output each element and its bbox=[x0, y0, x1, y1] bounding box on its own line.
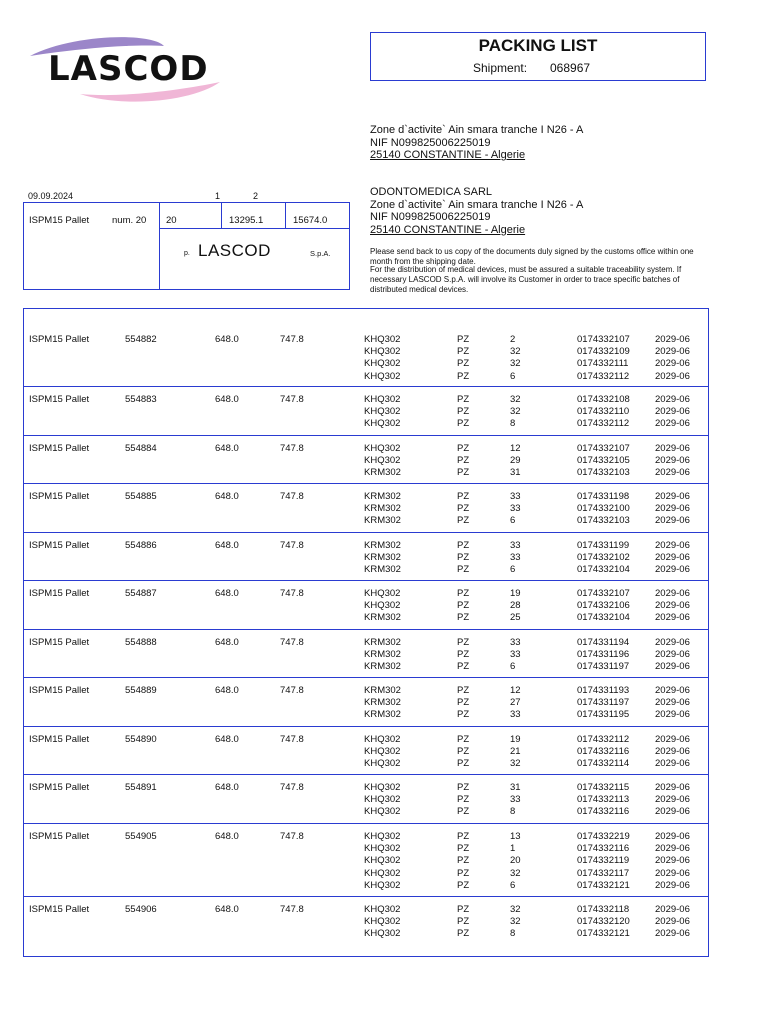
pallet-gross-weight: 747.8 bbox=[280, 734, 304, 745]
item-code: KHQ302 bbox=[364, 334, 401, 345]
item-code: KRM302 bbox=[364, 685, 401, 696]
pallet-id: 554884 bbox=[125, 443, 157, 454]
item-code: KHQ302 bbox=[364, 600, 401, 612]
item-expiry: 2029-06 bbox=[655, 503, 690, 515]
item-code: KRM302 bbox=[364, 612, 401, 624]
item-expiry: 2029-06 bbox=[655, 758, 690, 770]
item-lot: 0174332107 bbox=[577, 334, 630, 345]
pallet-group bbox=[24, 629, 708, 677]
item-unit: PZ bbox=[457, 697, 470, 709]
pallet-gross-weight: 747.8 bbox=[280, 334, 304, 345]
address-line: Zone d`activite` Ain smara tranche I N26 - A bbox=[370, 124, 584, 136]
item-expiry: 2029-06 bbox=[655, 455, 690, 467]
item-lot: 0174332111 bbox=[577, 358, 629, 370]
item-lot: 0174332118 bbox=[577, 904, 630, 915]
item-code: KRM302 bbox=[364, 515, 401, 527]
item-quantity: 20 bbox=[510, 855, 521, 867]
pallet-type: ISPM15 Pallet bbox=[29, 782, 90, 793]
company-logo bbox=[22, 32, 227, 112]
item-lot: 0174332112 bbox=[577, 370, 630, 382]
divider bbox=[221, 203, 222, 228]
item-lot: 0174332107 bbox=[577, 443, 630, 454]
item-unit: PZ bbox=[457, 612, 470, 624]
item-unit: PZ bbox=[457, 904, 470, 915]
item-expiry: 2029-06 bbox=[655, 443, 690, 454]
item-quantity: 32 bbox=[510, 916, 521, 928]
item-expiry: 2029-06 bbox=[655, 843, 690, 855]
item-quantity: 12 bbox=[510, 685, 521, 696]
item-expiry: 2029-06 bbox=[655, 588, 690, 599]
item-unit: PZ bbox=[457, 600, 470, 612]
item-code: KHQ302 bbox=[364, 406, 401, 418]
item-unit: PZ bbox=[457, 709, 470, 721]
item-expiry: 2029-06 bbox=[655, 649, 690, 661]
item-unit: PZ bbox=[457, 491, 470, 502]
pallet-net-weight: 648.0 bbox=[215, 491, 239, 502]
item-lot: 0174332106 bbox=[577, 600, 630, 612]
item-unit: PZ bbox=[457, 782, 470, 793]
pallet-id: 554883 bbox=[125, 394, 157, 405]
item-code: KRM302 bbox=[364, 552, 401, 564]
item-code: KHQ302 bbox=[364, 746, 401, 758]
item-expiry: 2029-06 bbox=[655, 831, 690, 842]
item-code: KRM302 bbox=[364, 709, 401, 721]
item-expiry: 2029-06 bbox=[655, 406, 690, 418]
item-lot: 0174332107 bbox=[577, 588, 630, 599]
item-lot: 0174332121 bbox=[577, 928, 630, 940]
item-quantity: 32 bbox=[510, 758, 521, 770]
pallet-gross-weight: 747.8 bbox=[280, 394, 304, 405]
item-quantity: 33 bbox=[510, 649, 521, 661]
item-unit: PZ bbox=[457, 758, 470, 770]
item-code: KHQ302 bbox=[364, 879, 401, 891]
item-quantity: 6 bbox=[510, 515, 516, 527]
item-quantity: 32 bbox=[510, 394, 521, 405]
item-quantity: 12 bbox=[510, 443, 521, 454]
item-expiry: 2029-06 bbox=[655, 346, 690, 358]
item-quantity: 8 bbox=[510, 418, 516, 430]
item-quantity: 32 bbox=[510, 346, 521, 358]
pallet-id: 554886 bbox=[125, 540, 157, 551]
item-lot: 0174332116 bbox=[577, 843, 630, 855]
item-lot: 0174331195 bbox=[577, 709, 630, 721]
item-quantity: 32 bbox=[510, 358, 521, 370]
traceability-note: For the distribution of medical devices, must be assured a suitable traceability system. If necessary LASCOD S.p.A. will involve its Customer in order to trace specific batches of distributed medical devices. bbox=[370, 265, 682, 294]
item-expiry: 2029-06 bbox=[655, 637, 690, 648]
item-quantity: 19 bbox=[510, 588, 521, 599]
item-lot: 0174332120 bbox=[577, 916, 630, 928]
item-lot: 0174331198 bbox=[577, 491, 630, 502]
item-quantity: 25 bbox=[510, 612, 521, 624]
item-quantity: 1 bbox=[510, 843, 516, 855]
item-quantity: 13 bbox=[510, 831, 521, 842]
summary-company-suffix: S.p.A. bbox=[310, 249, 331, 258]
item-unit: PZ bbox=[457, 418, 470, 430]
item-code: KHQ302 bbox=[364, 794, 401, 806]
item-quantity: 8 bbox=[510, 806, 516, 818]
page-total: 2 bbox=[253, 191, 259, 201]
pallet-type: ISPM15 Pallet bbox=[29, 734, 90, 745]
summary-box bbox=[23, 202, 350, 290]
item-code: KHQ302 bbox=[364, 806, 401, 818]
item-unit: PZ bbox=[457, 916, 470, 928]
pallet-gross-weight: 747.8 bbox=[280, 782, 304, 793]
item-expiry: 2029-06 bbox=[655, 540, 690, 551]
address-line: 25140 CONSTANTINE - Algerie bbox=[370, 223, 526, 236]
pallet-id: 554882 bbox=[125, 334, 157, 345]
item-expiry: 2029-06 bbox=[655, 782, 690, 793]
item-code: KHQ302 bbox=[364, 443, 401, 454]
item-quantity: 33 bbox=[510, 794, 521, 806]
item-expiry: 2029-06 bbox=[655, 334, 690, 345]
pallet-id: 554888 bbox=[125, 637, 157, 648]
consignee-name: ODONTOMEDICA SARL bbox=[370, 186, 493, 198]
item-expiry: 2029-06 bbox=[655, 879, 690, 891]
item-code: KHQ302 bbox=[364, 734, 401, 745]
pallet-gross-weight: 747.8 bbox=[280, 443, 304, 454]
item-unit: PZ bbox=[457, 588, 470, 599]
item-unit: PZ bbox=[457, 394, 470, 405]
pallet-gross-weight: 747.8 bbox=[280, 685, 304, 696]
item-lot: 0174332105 bbox=[577, 455, 630, 467]
item-code: KHQ302 bbox=[364, 346, 401, 358]
item-quantity: 21 bbox=[510, 746, 521, 758]
summary-count-label: num. 20 bbox=[112, 215, 147, 226]
item-quantity: 6 bbox=[510, 564, 516, 576]
divider bbox=[159, 228, 349, 229]
item-expiry: 2029-06 bbox=[655, 552, 690, 564]
item-unit: PZ bbox=[457, 879, 470, 891]
pallet-id: 554885 bbox=[125, 491, 157, 502]
pallet-gross-weight: 747.8 bbox=[280, 904, 304, 915]
pallet-gross-weight: 747.8 bbox=[280, 540, 304, 551]
item-code: KHQ302 bbox=[364, 782, 401, 793]
summary-p-label: p. bbox=[184, 250, 190, 257]
summary-company: LASCOD bbox=[198, 241, 271, 260]
item-code: KRM302 bbox=[364, 540, 401, 551]
item-expiry: 2029-06 bbox=[655, 564, 690, 576]
pallet-net-weight: 648.0 bbox=[215, 734, 239, 745]
item-code: KHQ302 bbox=[364, 904, 401, 915]
item-code: KRM302 bbox=[364, 697, 401, 709]
item-code: KHQ302 bbox=[364, 358, 401, 370]
item-quantity: 29 bbox=[510, 455, 521, 467]
pallet-type: ISPM15 Pallet bbox=[29, 685, 90, 696]
item-lot: 0174332121 bbox=[577, 879, 630, 891]
summary-package-type: ISPM15 Pallet bbox=[29, 215, 90, 226]
item-lot: 0174331196 bbox=[577, 649, 630, 661]
item-lot: 0174332109 bbox=[577, 346, 630, 358]
item-lot: 0174332103 bbox=[577, 515, 630, 527]
item-unit: PZ bbox=[457, 552, 470, 564]
item-quantity: 33 bbox=[510, 491, 521, 502]
item-unit: PZ bbox=[457, 564, 470, 576]
pallet-net-weight: 648.0 bbox=[215, 685, 239, 696]
item-expiry: 2029-06 bbox=[655, 806, 690, 818]
item-lot: 0174332116 bbox=[577, 746, 630, 758]
item-quantity: 31 bbox=[510, 782, 521, 793]
item-code: KRM302 bbox=[364, 649, 401, 661]
item-quantity: 32 bbox=[510, 867, 521, 879]
item-lot: 0174331193 bbox=[577, 685, 630, 696]
item-expiry: 2029-06 bbox=[655, 867, 690, 879]
item-unit: PZ bbox=[457, 855, 470, 867]
pallet-net-weight: 648.0 bbox=[215, 588, 239, 599]
item-code: KHQ302 bbox=[364, 394, 401, 405]
pallet-type: ISPM15 Pallet bbox=[29, 334, 90, 345]
item-lot: 0174332114 bbox=[577, 758, 630, 770]
item-lot: 0174332115 bbox=[577, 782, 630, 793]
pallet-group bbox=[24, 483, 708, 532]
item-unit: PZ bbox=[457, 685, 470, 696]
pallet-id: 554889 bbox=[125, 685, 157, 696]
item-quantity: 27 bbox=[510, 697, 521, 709]
item-expiry: 2029-06 bbox=[655, 418, 690, 430]
item-code: KHQ302 bbox=[364, 867, 401, 879]
pallet-group bbox=[24, 677, 708, 726]
item-quantity: 33 bbox=[510, 540, 521, 551]
shipment-number: 068967 bbox=[550, 61, 591, 75]
pallet-id: 554887 bbox=[125, 588, 157, 599]
item-quantity: 32 bbox=[510, 904, 521, 915]
item-code: KHQ302 bbox=[364, 916, 401, 928]
pallet-group bbox=[24, 726, 708, 774]
item-code: KRM302 bbox=[364, 564, 401, 576]
pallet-net-weight: 648.0 bbox=[215, 904, 239, 915]
item-unit: PZ bbox=[457, 794, 470, 806]
item-code: KHQ302 bbox=[364, 455, 401, 467]
pallet-net-weight: 648.0 bbox=[215, 334, 239, 345]
pallet-group bbox=[24, 309, 708, 386]
pallet-gross-weight: 747.8 bbox=[280, 491, 304, 502]
item-lot: 0174331197 bbox=[577, 661, 630, 673]
item-lot: 0174332102 bbox=[577, 552, 630, 564]
address-line: 25140 CONSTANTINE - Algerie bbox=[370, 149, 526, 161]
item-unit: PZ bbox=[457, 843, 470, 855]
document-date: 09.09.2024 bbox=[28, 191, 74, 201]
item-unit: PZ bbox=[457, 661, 470, 673]
pallet-type: ISPM15 Pallet bbox=[29, 443, 90, 454]
item-lot: 0174332119 bbox=[577, 855, 630, 867]
pallet-id: 554906 bbox=[125, 904, 157, 915]
sender-address bbox=[370, 124, 583, 162]
pallet-id: 554905 bbox=[125, 831, 157, 842]
pallet-net-weight: 648.0 bbox=[215, 831, 239, 842]
item-expiry: 2029-06 bbox=[655, 928, 690, 940]
pallet-type: ISPM15 Pallet bbox=[29, 540, 90, 551]
item-expiry: 2029-06 bbox=[655, 709, 690, 721]
pallet-net-weight: 648.0 bbox=[215, 782, 239, 793]
item-unit: PZ bbox=[457, 443, 470, 454]
item-code: KRM302 bbox=[364, 491, 401, 502]
item-expiry: 2029-06 bbox=[655, 661, 690, 673]
pallet-type: ISPM15 Pallet bbox=[29, 491, 90, 502]
item-code: KHQ302 bbox=[364, 418, 401, 430]
pallet-net-weight: 648.0 bbox=[215, 443, 239, 454]
pallet-net-weight: 648.0 bbox=[215, 637, 239, 648]
item-unit: PZ bbox=[457, 503, 470, 515]
item-unit: PZ bbox=[457, 806, 470, 818]
item-unit: PZ bbox=[457, 734, 470, 745]
pallet-group bbox=[24, 823, 708, 896]
pallet-group bbox=[24, 532, 708, 580]
item-unit: PZ bbox=[457, 540, 470, 551]
item-lot: 0174332113 bbox=[577, 794, 630, 806]
item-quantity: 33 bbox=[510, 637, 521, 648]
document-title: PACKING LIST bbox=[478, 36, 598, 55]
item-lot: 0174332112 bbox=[577, 734, 630, 745]
pallet-type: ISPM15 Pallet bbox=[29, 831, 90, 842]
item-unit: PZ bbox=[457, 346, 470, 358]
item-unit: PZ bbox=[457, 746, 470, 758]
item-expiry: 2029-06 bbox=[655, 491, 690, 502]
address-line: Zone d`activite` Ain smara tranche I N26 - A bbox=[370, 198, 584, 211]
pallet-id: 554890 bbox=[125, 734, 157, 745]
item-quantity: 33 bbox=[510, 709, 521, 721]
item-unit: PZ bbox=[457, 831, 470, 842]
pallet-net-weight: 648.0 bbox=[215, 540, 239, 551]
item-quantity: 8 bbox=[510, 928, 516, 940]
summary-gross-weight: 15674.0 bbox=[293, 215, 328, 226]
item-code: KHQ302 bbox=[364, 843, 401, 855]
shipment-label: Shipment: bbox=[473, 61, 528, 75]
pallet-type: ISPM15 Pallet bbox=[29, 394, 90, 405]
item-expiry: 2029-06 bbox=[655, 855, 690, 867]
item-unit: PZ bbox=[457, 515, 470, 527]
item-quantity: 33 bbox=[510, 503, 521, 515]
item-expiry: 2029-06 bbox=[655, 600, 690, 612]
pallet-group bbox=[24, 386, 708, 435]
pallet-gross-weight: 747.8 bbox=[280, 588, 304, 599]
item-quantity: 28 bbox=[510, 600, 521, 612]
item-expiry: 2029-06 bbox=[655, 904, 690, 915]
item-code: KHQ302 bbox=[364, 831, 401, 842]
item-unit: PZ bbox=[457, 928, 470, 940]
item-quantity: 6 bbox=[510, 370, 516, 382]
item-expiry: 2029-06 bbox=[655, 612, 690, 624]
item-expiry: 2029-06 bbox=[655, 358, 690, 370]
item-unit: PZ bbox=[457, 334, 470, 345]
item-quantity: 2 bbox=[510, 334, 516, 345]
item-lot: 0174332110 bbox=[577, 406, 630, 418]
pallet-group bbox=[24, 774, 708, 823]
item-lot: 0174332219 bbox=[577, 831, 630, 842]
item-lot: 0174332104 bbox=[577, 564, 630, 576]
item-code: KHQ302 bbox=[364, 758, 401, 770]
pallet-net-weight: 648.0 bbox=[215, 394, 239, 405]
item-lot: 0174332112 bbox=[577, 418, 630, 430]
item-code: KRM302 bbox=[364, 467, 401, 479]
item-quantity: 32 bbox=[510, 406, 521, 418]
item-expiry: 2029-06 bbox=[655, 746, 690, 758]
logo-wordmark: LASCOD bbox=[48, 49, 209, 89]
item-lot: 0174332117 bbox=[577, 867, 630, 879]
item-expiry: 2029-06 bbox=[655, 916, 690, 928]
address-line: NIF N099825006225019 bbox=[370, 211, 491, 223]
item-lot: 0174332116 bbox=[577, 806, 630, 818]
item-quantity: 33 bbox=[510, 552, 521, 564]
divider bbox=[285, 203, 286, 228]
item-lot: 0174332100 bbox=[577, 503, 630, 515]
pallet-type: ISPM15 Pallet bbox=[29, 904, 90, 915]
item-lot: 0174331197 bbox=[577, 697, 630, 709]
item-expiry: 2029-06 bbox=[655, 697, 690, 709]
pallet-id: 554891 bbox=[125, 782, 157, 793]
divider bbox=[159, 203, 160, 289]
item-code: KHQ302 bbox=[364, 370, 401, 382]
item-expiry: 2029-06 bbox=[655, 685, 690, 696]
summary-net-weight: 13295.1 bbox=[229, 215, 264, 226]
summary-count: 20 bbox=[166, 215, 177, 226]
pallet-group bbox=[24, 896, 708, 956]
item-expiry: 2029-06 bbox=[655, 794, 690, 806]
consignee-address bbox=[370, 186, 583, 236]
pallet-gross-weight: 747.8 bbox=[280, 637, 304, 648]
item-expiry: 2029-06 bbox=[655, 467, 690, 479]
item-lot: 0174332104 bbox=[577, 612, 630, 624]
packing-list-header bbox=[370, 32, 706, 81]
item-code: KHQ302 bbox=[364, 928, 401, 940]
customs-note: Please send back to us copy of the documents duly signed by the customs office within one month from the shipping date. bbox=[370, 247, 694, 266]
item-expiry: 2029-06 bbox=[655, 370, 690, 382]
item-code: KHQ302 bbox=[364, 588, 401, 599]
item-quantity: 31 bbox=[510, 467, 521, 479]
item-code: KRM302 bbox=[364, 661, 401, 673]
item-quantity: 6 bbox=[510, 661, 516, 673]
pallet-type: ISPM15 Pallet bbox=[29, 637, 90, 648]
pallet-table bbox=[23, 308, 709, 957]
item-unit: PZ bbox=[457, 455, 470, 467]
item-expiry: 2029-06 bbox=[655, 515, 690, 527]
item-expiry: 2029-06 bbox=[655, 394, 690, 405]
item-code: KRM302 bbox=[364, 637, 401, 648]
item-quantity: 6 bbox=[510, 879, 516, 891]
pallet-group bbox=[24, 435, 708, 483]
pallet-group bbox=[24, 580, 708, 629]
pallet-gross-weight: 747.8 bbox=[280, 831, 304, 842]
item-unit: PZ bbox=[457, 358, 470, 370]
address-line: NIF N099825006225019 bbox=[370, 136, 491, 149]
item-code: KRM302 bbox=[364, 503, 401, 515]
item-unit: PZ bbox=[457, 867, 470, 879]
item-lot: 0174332103 bbox=[577, 467, 630, 479]
item-code: KHQ302 bbox=[364, 855, 401, 867]
pallet-type: ISPM15 Pallet bbox=[29, 588, 90, 599]
item-unit: PZ bbox=[457, 406, 470, 418]
item-lot: 0174331199 bbox=[577, 540, 630, 551]
item-unit: PZ bbox=[457, 637, 470, 648]
page-number: 1 bbox=[215, 191, 221, 201]
item-unit: PZ bbox=[457, 467, 470, 479]
item-lot: 0174331194 bbox=[577, 637, 630, 648]
item-lot: 0174332108 bbox=[577, 394, 630, 405]
item-unit: PZ bbox=[457, 370, 470, 382]
item-quantity: 19 bbox=[510, 734, 521, 745]
item-unit: PZ bbox=[457, 649, 470, 661]
item-expiry: 2029-06 bbox=[655, 734, 690, 745]
